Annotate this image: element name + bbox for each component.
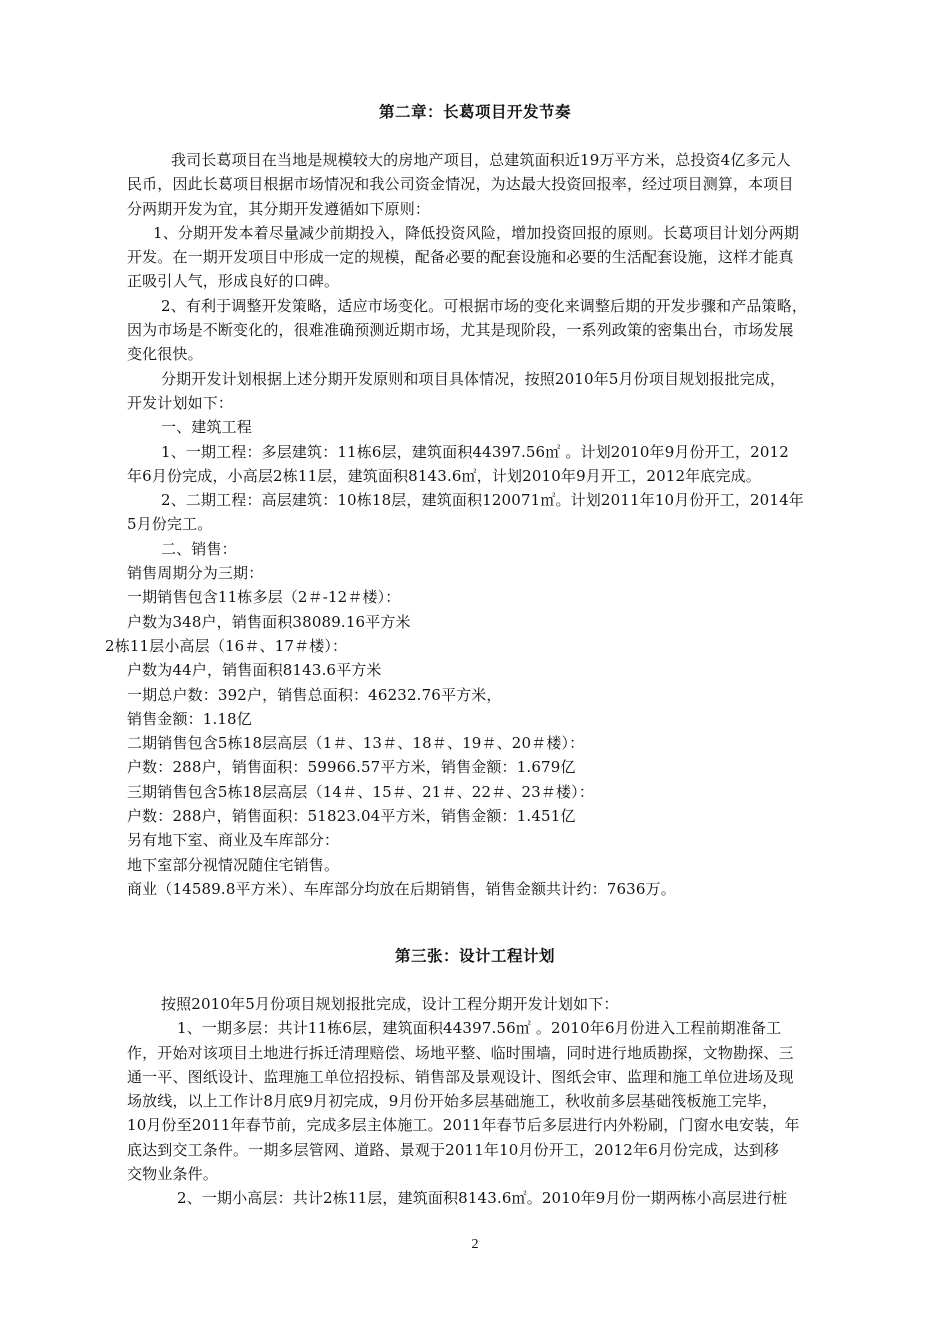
paragraph-line: 销售金额：1.18亿 <box>127 709 252 728</box>
paragraph-line: 销售周期分为三期： <box>127 564 264 583</box>
chapter2-title: 第二章：长葛项目开发节奏 <box>378 103 571 121</box>
paragraph-line: 一、建筑工程 <box>161 418 252 437</box>
paragraph-line: 一期销售包含11栋多层（2＃-12＃楼）： <box>127 588 401 607</box>
paragraph-line: 变化很快。 <box>127 345 203 364</box>
page-number: 2 <box>471 1237 479 1252</box>
paragraph-line: 户数：288户，销售面积：51823.04平方米，销售金额：1.451亿 <box>127 807 576 826</box>
paragraph-line: 因为市场是不断变化的，很难准确预测近期市场，尤其是现阶段，一系列政策的密集出台，市场发展 <box>127 321 794 340</box>
paragraph-line: 交物业条件。 <box>127 1165 218 1184</box>
paragraph-line: 2、有利于调整开发策略，适应市场变化。可根据市场的变化来调整后期的开发步骤和产品策略， <box>161 296 807 315</box>
paragraph-line: 2栋11层小高层（16＃、17＃楼）： <box>105 636 348 655</box>
paragraph-line: 户数：288户，销售面积：59966.57平方米，销售金额：1.679亿 <box>127 758 576 777</box>
paragraph-line: 作，开始对该项目土地进行拆迁清理赔偿、场地平整、临时围墙，同时进行地质勘探，文物勘探、三 <box>127 1043 794 1062</box>
paragraph-line: 户数为348户，销售面积38089.16平方米 <box>127 612 411 631</box>
paragraph-line: 户数为44户，销售面积8143.6平方米 <box>127 661 382 680</box>
paragraph-line: 通一平、图纸设计、监理施工单位招投标、销售部及景观设计、图纸会审、监理和施工单位进场及现 <box>127 1067 794 1086</box>
paragraph-line: 三期销售包含5栋18层高层（14＃、15＃、21＃、22＃、23＃楼）： <box>127 782 594 801</box>
paragraph-line: 开发。在一期开发项目中形成一定的规模，配备必要的配套设施和必要的生活配套设施，这样才能真 <box>127 248 794 267</box>
paragraph-line: 正吸引人气，形成良好的口碑。 <box>127 272 340 291</box>
paragraph-line: 5月份完工。 <box>127 515 213 534</box>
chapter3-title: 第三张：设计工程计划 <box>394 947 555 965</box>
paragraph-line: 开发计划如下： <box>127 393 234 412</box>
paragraph-line: 民币，因此长葛项目根据市场情况和我公司资金情况，为达最大投资回报率，经过项目测算，本项目 <box>127 175 794 194</box>
paragraph-line: 地下室部分视情况随住宅销售。 <box>127 855 340 874</box>
paragraph-line: 2、一期小高层：共计2栋11层，建筑面积8143.6㎡。2010年9月份一期两栋小高层进行桩 <box>177 1189 788 1208</box>
paragraph-line: 二、销售： <box>161 539 237 558</box>
paragraph-line: 2、二期工程：高层建筑：10栋18层，建筑面积120071㎡。计划2011年10月份开工，2014年 <box>161 491 804 510</box>
paragraph-line: 按照2010年5月份项目规划报批完成，设计工程分期开发计划如下： <box>161 995 619 1013</box>
paragraph-line: 场放线，以上工作计8月底9月初完成，9月份开始多层基础施工，秋收前多层基础筏板施工完毕， <box>127 1092 778 1111</box>
paragraph-line: 1、一期工程：多层建筑：11栋6层，建筑面积44397.56㎡ 。计划2010年9月份开工，2012 <box>161 442 789 461</box>
paragraph-line: 底达到交工条件。一期多层管网、道路、景观于2011年10月份开工，2012年6月份完成，达到移 <box>127 1140 780 1159</box>
paragraph-line: 二期销售包含5栋18层高层（1＃、13＃、18＃、19＃、20＃楼）： <box>127 734 585 753</box>
chapter3-body <box>127 992 861 1211</box>
paragraph-line: 分期开发计划根据上述分期开发原则和项目具体情况，按照2010年5月份项目规划报批完成， <box>161 369 786 388</box>
paragraph-line: 商业（14589.8平方米）、车库部分均放在后期销售，销售金额共计约：7636万。 <box>127 879 676 898</box>
paragraph-line: 1、分期开发本着尽量减少前期投入，降低投资风险，增加投资回报的原则。长葛项目计划分两期 <box>153 223 799 242</box>
paragraph-line: 年6月份完成，小高层2栋11层，建筑面积8143.6㎡，计划2010年9月开工，2012年底完成。 <box>127 466 761 485</box>
chapter2-body <box>105 148 861 901</box>
paragraph-line: 分两期开发为宜，其分期开发遵循如下原则： <box>127 199 431 218</box>
paragraph-line: 另有地下室、商业及车库部分： <box>127 831 340 850</box>
paragraph-line: 我司长葛项目在当地是规模较大的房地产项目，总建筑面积近19万平方米，总投资4亿多元人 <box>171 151 791 169</box>
paragraph-line: 1、一期多层：共计11栋6层，建筑面积44397.56㎡ 。2010年6月份进入工程前期准备工 <box>177 1019 782 1038</box>
paragraph-line: 10月份至2011年春节前，完成多层主体施工。2011年春节后多层进行内外粉刷，门窗水电安装，年 <box>127 1116 800 1135</box>
paragraph-line: 一期总户数：392户，销售总面积：46232.76平方米， <box>127 685 502 704</box>
